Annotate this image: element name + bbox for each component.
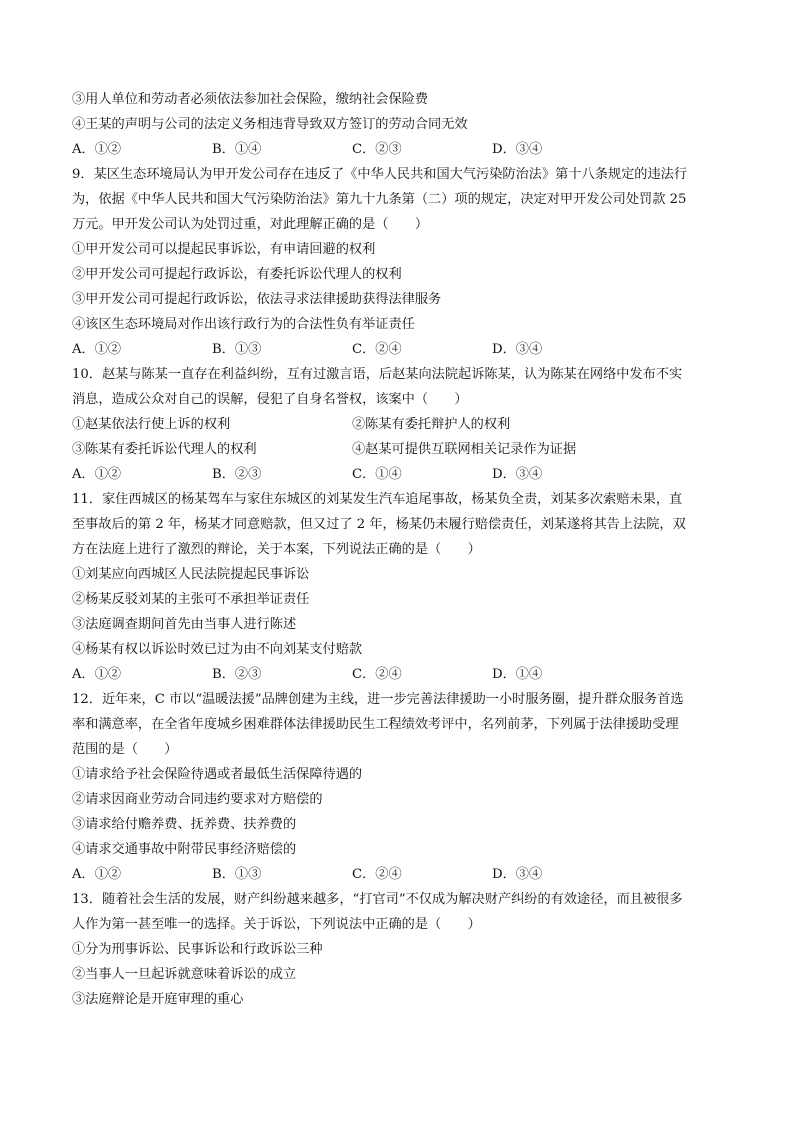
statement-3: ③陈某有委托诉讼代理人的权利 [72, 442, 257, 457]
answer-options [72, 137, 722, 162]
question-13 [72, 887, 722, 1012]
question-stem: 消息，造成公众对自己的误解，侵犯了自身名誉权，该案中（ ） [72, 392, 468, 407]
statement-2: ②请求因商业劳动合同违约要求对方赔偿的 [72, 792, 323, 807]
question-stem: 13．随着社会生活的发展，财产纠纷越来越多，“打官司”不仅成为解决财产纠纷的有效途径，而且被很多 [72, 892, 683, 907]
statement-1: ①甲开发公司可以提起民事诉讼，有申请回避的权利 [72, 242, 376, 257]
option-c: C．①④ [352, 467, 402, 482]
statement-row [72, 412, 722, 437]
question-stem: 万元。甲开发公司认为处罚过重，对此理解正确的是（ ） [72, 217, 429, 232]
answer-options [72, 862, 722, 887]
option-d: D．①④ [492, 667, 543, 682]
option-b: B．①④ [212, 142, 262, 157]
statement-1: ①刘某应向西城区人民法院提起民事诉讼 [72, 567, 310, 582]
option-c: C．②④ [352, 667, 402, 682]
statement-3: ③请求给付赡养费、抚养费、扶养费的 [72, 817, 297, 832]
question-stem: 12．近年来，C 市以“温暖法援”品牌创建为主线，进一步完善法律援助一小时服务圈，提升群众服务首选 [72, 692, 684, 707]
option-d: D．③④ [492, 342, 543, 357]
statement-4: ④赵某可提供互联网相关记录作为证据 [352, 442, 577, 457]
statement-3: ③甲开发公司可提起行政诉讼，依法寻求法律援助获得法律服务 [72, 292, 442, 307]
statement-row [72, 437, 722, 462]
option-c: C．②③ [352, 142, 402, 157]
option-a: A．①② [72, 667, 122, 682]
question-10 [72, 362, 722, 487]
statement-3: ③法庭调查期间首先由当事人进行陈述 [72, 617, 297, 632]
option-a: A．①② [72, 142, 122, 157]
statement-2: ②杨某反驳刘某的主张可不承担举证责任 [72, 592, 310, 607]
answer-options [72, 462, 722, 487]
statement-1: ①分为刑事诉讼、民事诉讼和行政诉讼三种 [72, 942, 323, 957]
question-stem: 范围的是（ ） [72, 742, 178, 757]
question-stem: 至事故后的第 2 年，杨某才同意赔款，但又过了 2 年，杨某仍未履行赔偿责任，刘某遂将其告上法院，双 [72, 517, 686, 532]
option-b: B．①③ [212, 867, 262, 882]
question-12 [72, 687, 722, 887]
question-stem: 11．家住西城区的杨某驾车与家住东城区的刘某发生汽车追尾事故，杨某负全责，刘某多次索赔未果，直 [72, 492, 683, 507]
question-stem: 方在法庭上进行了激烈的辩论，关于本案，下列说法正确的是（ ） [72, 542, 481, 557]
option-a: A．①② [72, 342, 122, 357]
option-a: A．①② [72, 867, 122, 882]
answer-options [72, 662, 722, 687]
statement-1: ①请求给予社会保险待遇或者最低生活保障待遇的 [72, 767, 363, 782]
option-d: D．③④ [492, 467, 543, 482]
statement-1: ①赵某依法行使上诉的权利 [72, 417, 231, 432]
question-stem: 为，依据《中华人民共和国大气污染防治法》第九十九条第（二）项的规定，决定对甲开发公司处罚款 25 [72, 192, 687, 207]
statement-2: ②甲开发公司可提起行政诉讼，有委托诉讼代理人的权利 [72, 267, 402, 282]
document-page [72, 87, 722, 1012]
option-b: B．②③ [212, 667, 262, 682]
option-d: D．③④ [492, 142, 543, 157]
statement-4: ④杨某有权以诉讼时效已过为由不向刘某支付赔款 [72, 642, 363, 657]
question-stem: 9．某区生态环境局认为甲开发公司存在违反了《中华人民共和国大气污染防治法》第十八条规定的违法行 [72, 167, 688, 182]
answer-options [72, 337, 722, 362]
option-a: A．①② [72, 467, 122, 482]
option-c: C．②④ [352, 342, 402, 357]
question-stem: 10．赵某与陈某一直存在利益纠纷，互有过激言语，后赵某向法院起诉陈某，认为陈某在网络中发布不实 [72, 367, 683, 382]
question-stem: 率和满意率，在全省年度城乡困难群体法律援助民生工程绩效考评中，名列前茅，下列属于法律援助受理 [72, 717, 679, 732]
statement-4: ④王某的声明与公司的法定义务相违背导致双方签订的劳动合同无效 [72, 117, 468, 132]
option-d: D．③④ [492, 867, 543, 882]
statement-4: ④该区生态环境局对作出该行政行为的合法性负有举证责任 [72, 317, 415, 332]
statement-3: ③用人单位和劳动者必须依法参加社会保险，缴纳社会保险费 [72, 92, 429, 107]
statement-3: ③法庭辩论是开庭审理的重心 [72, 992, 244, 1007]
question-stem: 人作为第一甚至唯一的选择。关于诉讼，下列说法中正确的是（ ） [72, 917, 481, 932]
question-9 [72, 162, 722, 362]
option-c: C．②④ [352, 867, 402, 882]
option-b: B．①③ [212, 342, 262, 357]
statement-2: ②陈某有委托辩护人的权利 [352, 417, 511, 432]
option-b: B．②③ [212, 467, 262, 482]
statement-4: ④请求交通事故中附带民事经济赔偿的 [72, 842, 297, 857]
question-11 [72, 487, 722, 687]
statement-2: ②当事人一旦起诉就意味着诉讼的成立 [72, 967, 297, 982]
